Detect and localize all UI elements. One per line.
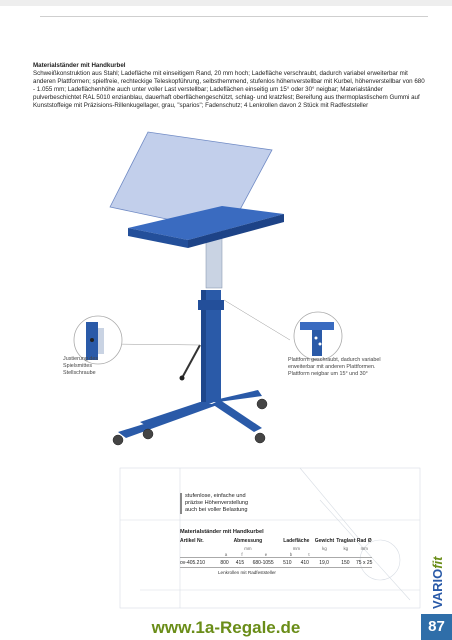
cell-rad: 75 x 25 [356, 559, 373, 566]
unit-abmessung: mm [244, 545, 252, 551]
page-number: 87 [428, 618, 445, 635]
unit-ladeflaeche: mm [292, 545, 301, 551]
cell-b: 510 [283, 559, 292, 566]
cell-t: 410 [300, 559, 309, 566]
cell-traglast: 150 [341, 559, 350, 566]
caption-adjustment: Justierung des Spielsmittes Stellschraube [63, 356, 99, 376]
header-ladeflaeche: Ladefläche [283, 538, 310, 544]
callout-line-2: präzise Höhenverstellung [185, 500, 249, 506]
table-title: Materialständer mit Handkurbel [180, 529, 264, 535]
sub-t: t [308, 551, 310, 557]
brand-name: VARIO [430, 568, 445, 609]
cell-e: 680-1055 [252, 559, 274, 566]
sub-a: a [224, 551, 228, 557]
sub-e: e [264, 551, 268, 557]
sub-b: b [289, 551, 293, 557]
sub-f: f [241, 551, 243, 557]
specification-table [180, 529, 372, 576]
header-rad: Rad Ø [356, 538, 372, 544]
unit-gewicht: kg [322, 545, 327, 551]
cell-f: 415 [235, 559, 245, 566]
product-description: Schweißkonstruktion aus Stahl; Ladefläche mit einseitigem Rand, 20 mm hoch; Ladefläche verschraubt, dadurch variabel erweiterbar mit anderen Plattformen; spielfreie, rechteckige Teleskopführung, selbsthemmend, stufenlos höhenverstellbar mit Kurbel, höhenverstellbar von 680 - 1.055 mm; Ladeflächenhöhe auch unter voller Last verstellbar; Ladeflächen einseitig um 15° oder 30° neigbar; Materialständer pulverbeschichtet RAL 5010 enzianblau, dauerhaft oberflächengeschützt, schlag- und kratzfest; Bereifung aus thermoplastischem Gummi auf Kunststoffeige mit Präzisions-Rillenkugellager, grau, "sparios"; Fadenschutz; 4 Lenkrollen davon 2 Stück mit Radfeststeller [33, 70, 425, 110]
brand-suffix: fit [430, 556, 445, 569]
callout-line-3: auch bei voller Belastung [185, 507, 248, 513]
column-clamp [198, 300, 224, 310]
cell-a: 800 [220, 559, 229, 566]
svg-text:VARIOfit [430, 556, 445, 609]
header-traglast: Traglast [336, 538, 356, 544]
header-artikel: Artikel Nr. [180, 538, 204, 544]
website-url[interactable]: www.1a-Regale.de [151, 618, 301, 637]
variofit-logo [420, 545, 450, 611]
cell-gewicht: 19,0 [319, 559, 329, 566]
callout-line-1: stufenlose, einfache und [185, 493, 246, 499]
header-abmessung: Abmessung [233, 538, 263, 544]
unit-rad: mm [360, 545, 368, 551]
caption-platform: Plattform geschraubt, dadurch variabel erweiterbar mit anderen Plattformen. Plattform neigbar um 15° und 30° [288, 357, 381, 377]
product-heading: Materialständer mit Handkurbel [33, 62, 126, 69]
table-row [180, 557, 372, 568]
feature-callout [180, 493, 248, 514]
table-header-row [180, 537, 372, 545]
base-legs [118, 390, 262, 438]
table-footnote: Lenkrollen mit Radfeststeller [218, 569, 276, 575]
table-footnote-row [180, 568, 372, 576]
cell-artikel: ov-405.210 [180, 559, 206, 566]
crank-arm [182, 345, 200, 378]
unit-traglast: kg [343, 545, 349, 551]
header-gewicht: Gewicht [314, 538, 335, 544]
